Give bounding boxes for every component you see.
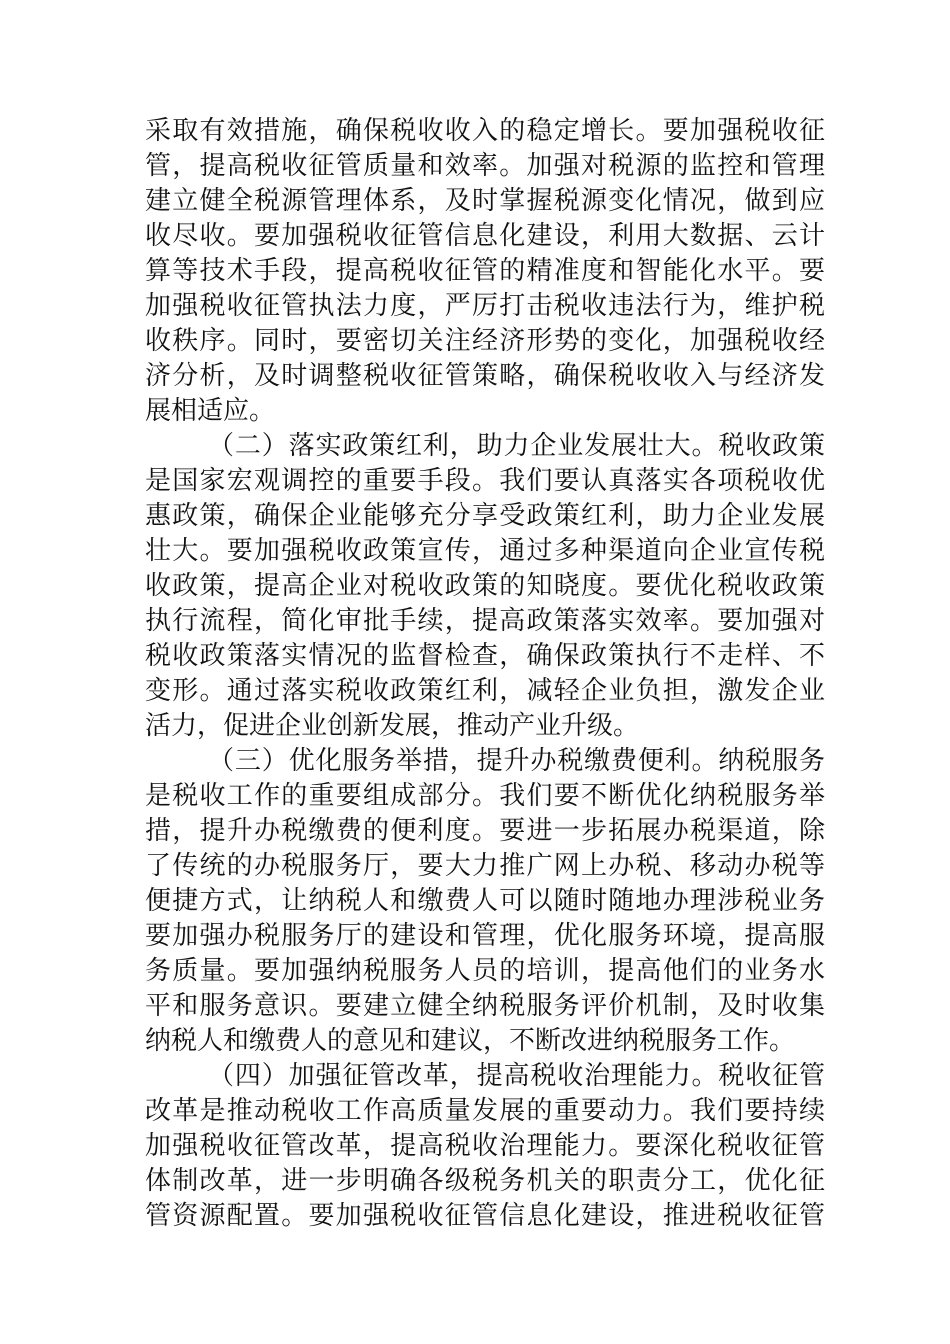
section-heading-line: （二）落实政策红利，助力企业发展壮大。税收政策 — [208, 431, 825, 461]
text-line: 税收政策落实情况的监督检查，确保政策执行不走样、不 — [145, 641, 825, 671]
text-line: 管，提高税收征管质量和效率。加强对税源的监控和管理 — [145, 151, 825, 181]
text-line: 改革是推动税收工作高质量发展的重要动力。我们要持续 — [145, 1096, 825, 1126]
text-line: 了传统的办税服务厅，要大力推广网上办税、移动办税等 — [145, 851, 825, 881]
text-line: 要加强办税服务厅的建设和管理，优化服务环境，提高服 — [145, 921, 825, 951]
text-line: 济分析，及时调整税收征管策略，确保税收收入与经济发 — [145, 361, 825, 391]
text-line: 收秩序。同时，要密切关注经济形势的变化，加强税收经 — [145, 326, 825, 356]
text-line: 管资源配置。要加强税收征管信息化建设，推进税收征管 — [145, 1201, 825, 1231]
text-line: 惠政策，确保企业能够充分享受政策红利，助力企业发展 — [145, 501, 825, 531]
text-line: 务质量。要加强纳税服务人员的培训，提高他们的业务水 — [145, 956, 825, 986]
text-line: 执行流程，简化审批手续，提高政策落实效率。要加强对 — [145, 606, 825, 636]
text-line: 体制改革，进一步明确各级税务机关的职责分工，优化征 — [145, 1166, 825, 1196]
text-line: 纳税人和缴费人的意见和建议，不断改进纳税服务工作。 — [145, 1026, 796, 1056]
text-line: 活力，促进企业创新发展，推动产业升级。 — [145, 711, 640, 741]
text-line: 加强税收征管改革，提高税收治理能力。要深化税收征管 — [145, 1131, 825, 1161]
text-line: 变形。通过落实税收政策红利，减轻企业负担，激发企业 — [145, 676, 825, 706]
text-line: 收尽收。要加强税收征管信息化建设，利用大数据、云计 — [145, 221, 825, 251]
text-line: 展相适应。 — [145, 396, 276, 426]
text-line: 是税收工作的重要组成部分。我们要不断优化纳税服务举 — [145, 781, 825, 811]
text-line: 算等技术手段，提高税收征管的精准度和智能化水平。要 — [145, 256, 825, 286]
section-heading-line: （四）加强征管改革，提高税收治理能力。税收征管 — [208, 1061, 825, 1091]
text-line: 建立健全税源管理体系，及时掌握税源变化情况，做到应 — [145, 186, 825, 216]
section-heading-line: （三）优化服务举措，提升办税缴费便利。纳税服务 — [208, 746, 825, 776]
text-line: 收政策，提高企业对税收政策的知晓度。要优化税收政策 — [145, 571, 825, 601]
text-line: 壮大。要加强税收政策宣传，通过多种渠道向企业宣传税 — [145, 536, 825, 566]
text-line: 平和服务意识。要建立健全纳税服务评价机制，及时收集 — [145, 991, 825, 1021]
text-line: 是国家宏观调控的重要手段。我们要认真落实各项税收优 — [145, 466, 825, 496]
text-line: 采取有效措施，确保税收收入的稳定增长。要加强税收征 — [145, 116, 825, 146]
text-line: 便捷方式，让纳税人和缴费人可以随时随地办理涉税业务 — [145, 886, 825, 916]
text-line: 措，提升办税缴费的便利度。要进一步拓展办税渠道，除 — [145, 816, 825, 846]
text-line: 加强税收征管执法力度，严厉打击税收违法行为，维护税 — [145, 291, 825, 321]
